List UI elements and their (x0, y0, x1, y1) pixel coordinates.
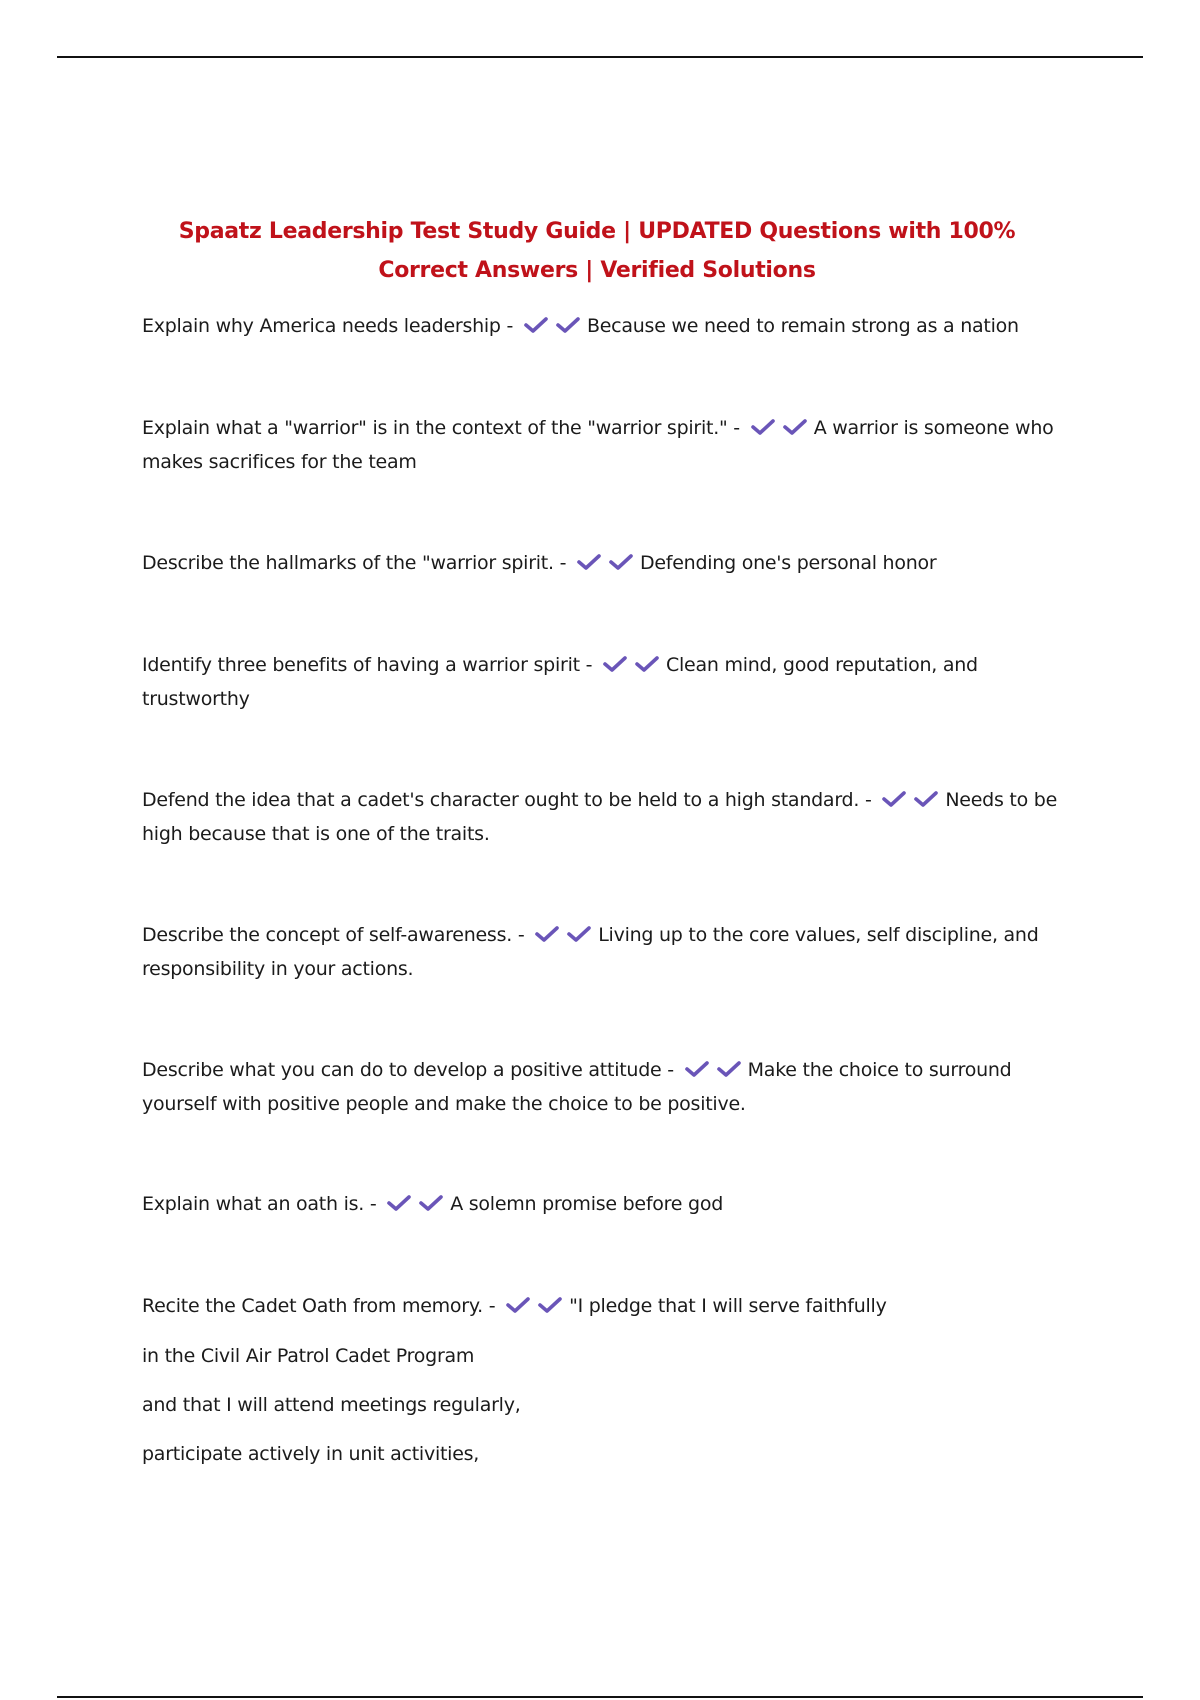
qa-item (142, 648, 1062, 716)
separator: - (553, 552, 572, 574)
document-title: Spaatz Leadership Test Study Guide | UPDATED Questions with 100% Correct Answers | Verified Solutions (178, 219, 1016, 283)
question-text: Defend the idea that a cadet's character ought to be held to a high standard. (142, 789, 860, 811)
checkmark-icon (913, 790, 939, 808)
checkmark-icon (418, 1194, 444, 1212)
checkmark-icon (602, 655, 628, 673)
separator: - (579, 654, 598, 676)
checkmark-icon (782, 418, 808, 436)
qa-item (142, 1187, 1062, 1221)
answer-text: Make the choice to surround yourself with positive people and make the choice to be positive. (142, 1059, 1012, 1115)
question-text: Recite the Cadet Oath from memory. (142, 1295, 483, 1317)
checkmark-icon (634, 655, 660, 673)
checkmark-icon (750, 418, 776, 436)
oath-line: participate actively in unit activities, (142, 1443, 480, 1465)
answer-text: A solemn promise before god (450, 1193, 724, 1215)
checkmark-icon (881, 790, 907, 808)
question-text: Describe the hallmarks of the "warrior spirit. (142, 552, 554, 574)
qa-item (142, 783, 1062, 851)
answer-text: Because we need to remain strong as a nation (586, 315, 1019, 337)
qa-item (142, 309, 1062, 343)
checkmark-icon (534, 925, 560, 943)
answer-text: Needs to be high because that is one of the traits. (142, 789, 1058, 845)
question-text: Explain what an oath is. (142, 1193, 365, 1215)
answer-text: "I pledge that I will serve faithfully (569, 1295, 887, 1317)
separator: - (482, 1295, 502, 1317)
top-rule (57, 56, 1143, 58)
checkmark-icon (576, 553, 602, 571)
checkmark-icon (566, 925, 592, 943)
qa-item (142, 918, 1062, 986)
question-text: Explain why America needs leadership (142, 315, 501, 337)
oath-line: in the Civil Air Patrol Cadet Program (142, 1345, 475, 1367)
checkmark-icon (505, 1296, 531, 1314)
checkmark-icon (716, 1060, 742, 1078)
checkmark-icon (523, 316, 549, 334)
separator: - (512, 924, 531, 946)
answer-text: Living up to the core values, self discipline, and responsibility in your actions. (142, 924, 1039, 980)
question-text: Describe the concept of self-awareness. (142, 924, 513, 946)
separator: - (661, 1059, 680, 1081)
qa-item (142, 546, 1062, 580)
qa-item (142, 411, 1062, 479)
qa-item (142, 1289, 1062, 1323)
bottom-rule (57, 1696, 1143, 1698)
checkmark-icon (684, 1060, 710, 1078)
separator: - (727, 417, 746, 439)
question-text: Identify three benefits of having a warrior spirit (142, 654, 580, 676)
separator: - (859, 789, 878, 811)
qa-item (142, 1053, 1062, 1121)
oath-line: and that I will attend meetings regularly, (142, 1394, 521, 1416)
question-text: Describe what you can do to develop a positive attitude (142, 1059, 662, 1081)
answer-text: Defending one's personal honor (639, 552, 937, 574)
checkmark-icon (386, 1194, 412, 1212)
checkmark-icon (555, 316, 581, 334)
answer-text: A warrior is someone who makes sacrifices for the team (142, 417, 1054, 473)
answer-text: Clean mind, good reputation, and trustworthy (142, 654, 978, 710)
checkmark-icon (537, 1296, 563, 1314)
separator: - (500, 315, 519, 337)
question-text: Explain what a "warrior" is in the context of the "warrior spirit." (142, 417, 728, 439)
checkmark-icon (608, 553, 634, 571)
separator: - (364, 1193, 383, 1215)
